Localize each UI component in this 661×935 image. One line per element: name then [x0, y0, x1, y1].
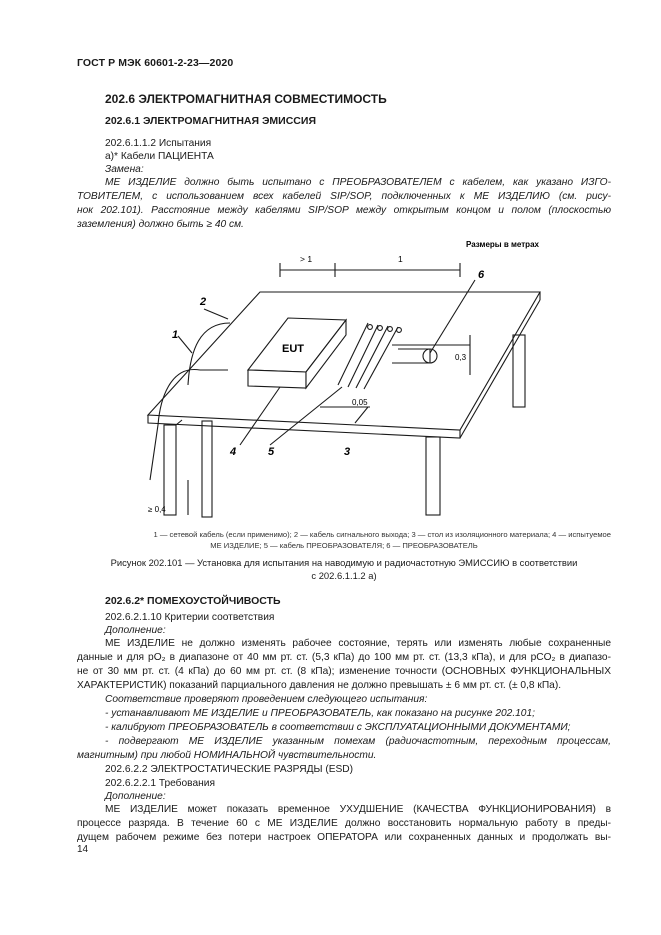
dimension-label: ≥ 0,4 [148, 505, 166, 514]
table-leg-front-left [164, 425, 176, 515]
paragraph-line: нок 202.101). Расстояние между кабелями SIP/SOP между открытым концом и полом (плоскостью [77, 205, 611, 216]
table-leg-front-right [426, 437, 440, 515]
callout-5: 5 [268, 446, 275, 458]
paragraph-line: дущем рабочем режиме без потери настроек ОПЕРАТОРА или сохраненных данных и продолжать вы- [77, 832, 611, 843]
paragraph-line: данные и для pO₂ в диапазоне от 40 мм рт. ст. (5,3 кПа) до 100 мм рт. ст. (13,3 кПа), и для pCO₂ в диапазо- [77, 652, 611, 663]
callout-6: 6 [478, 269, 485, 281]
clause-note: Замена: [105, 164, 144, 175]
subsection-title: 202.6.1 ЭЛЕКТРОМАГНИТНАЯ ЭМИССИЯ [105, 115, 316, 127]
paragraph-line: МЕ ИЗДЕЛИЕ не должно изменять рабочее состояние, терять или изменять любые сохраненные [105, 638, 611, 649]
clause-number: 202.6.1.1.2 Испытания [105, 138, 212, 149]
page-number: 14 [77, 844, 89, 855]
clause-number: 202.6.2.2.1 Требования [105, 778, 215, 789]
units-note: Размеры в метрах [466, 240, 539, 249]
dimension-label: 0,05 [352, 398, 368, 407]
clause-note: Дополнение: [105, 625, 166, 636]
paragraph-line: Соответствие проверяют проведением следующего испытания: [105, 694, 428, 705]
paragraph-line: ТОВИТЕЛЕМ, с использованием всех кабелей SIP/SOP, подключенных к МЕ ИЗДЕЛИЮ (см. рису- [77, 191, 611, 202]
document-header: ГОСТ Р МЭК 60601-2-23—2020 [77, 57, 234, 69]
test-setup-drawing [130, 235, 580, 525]
eut-label: EUT [282, 343, 304, 355]
callout-1: 1 [172, 329, 179, 341]
subsection-title: 202.6.2* ПОМЕХОУСТОЙЧИВОСТЬ [105, 595, 281, 607]
figure-caption: Рисунок 202.101 — Установка для испытания на наводимую и радиочастотную ЭМИССИЮ в соответствии [110, 557, 578, 568]
clause-number: 202.6.2.2 ЭЛЕКТРОСТАТИЧЕСКИЕ РАЗРЯДЫ (ESD) [105, 764, 354, 775]
eut-box-front [248, 370, 306, 388]
list-item: магнитным) при любой НОМИНАЛЬНОЙ чувствительности. [77, 750, 377, 761]
paragraph-line: МЕ ИЗДЕЛИЕ должно быть испытано с ПРЕОБРАЗОВАТЕЛЕМ с кабелем, как указано ИЗГО- [105, 177, 611, 188]
table-top [148, 292, 540, 430]
paragraph-line: МЕ ИЗДЕЛИЕ может показать временное УХУДШЕНИЕ (КАЧЕСТВА ФУНКЦИОНИРОВАНИЯ) в [105, 804, 611, 815]
callout-2: 2 [200, 296, 207, 308]
clause-item: а)* Кабели ПАЦИЕНТА [105, 151, 214, 162]
test-setup-figure [130, 235, 580, 525]
clause-number: 202.6.2.1.10 Критерии соответствия [105, 612, 275, 623]
figure-legend-line: МЕ ИЗДЕЛИЕ; 5 — кабель ПРЕОБРАЗОВАТЕЛЯ; 6 — ПРЕОБРАЗОВАТЕЛЬ [210, 541, 478, 550]
figure-legend-line: 1 — сетевой кабель (если применимо); 2 — кабель сигнального выхода; 3 — стол из изоляционного материала; 4 — испытуемое [153, 530, 611, 539]
table-leg-back-right [513, 335, 525, 407]
paragraph-line: процессе разряда. В течение 60 с МЕ ИЗДЕЛИЕ должно восстановить нормальную работу в преды- [77, 818, 611, 829]
clause-note: Дополнение: [105, 791, 166, 802]
dimension-label: > 1 [300, 254, 313, 264]
list-item: - устанавливают МЕ ИЗДЕЛИЕ и ПРЕОБРАЗОВАТЕЛЬ, как показано на рисунке 202.101; [105, 708, 535, 719]
dimension-label: 0,3 [455, 353, 467, 362]
figure-caption: с 202.6.1.1.2 а) [311, 570, 377, 581]
callout-4: 4 [230, 446, 237, 458]
paragraph-line: не от 30 мм рт. ст. (4 кПа) до 60 мм рт. ст. (8 кПа); изменение точности (ОСНОВНЫХ ФУНКЦИОНАЛЬНЫХ [77, 666, 611, 677]
dimension-label: 1 [398, 254, 403, 264]
list-item: - подвергают МЕ ИЗДЕЛИЕ указанным помехам (радиочастотным, переходным процессам, [105, 736, 611, 747]
paragraph-line: заземления) должно быть ≥ 40 см. [77, 219, 244, 230]
callout-3: 3 [344, 446, 351, 458]
paragraph-line: ХАРАКТЕРИСТИК) показаний парциального давления не должно превышать ± 6 мм рт. ст. (± 0,8 кПа). [77, 680, 562, 691]
list-item: - калибруют ПРЕОБРАЗОВАТЕЛЬ в соответствии с ЭКСПЛУАТАЦИОННЫМИ ДОКУМЕНТАМИ; [105, 722, 571, 733]
section-title: 202.6 ЭЛЕКТРОМАГНИТНАЯ СОВМЕСТИМОСТЬ [105, 92, 387, 106]
